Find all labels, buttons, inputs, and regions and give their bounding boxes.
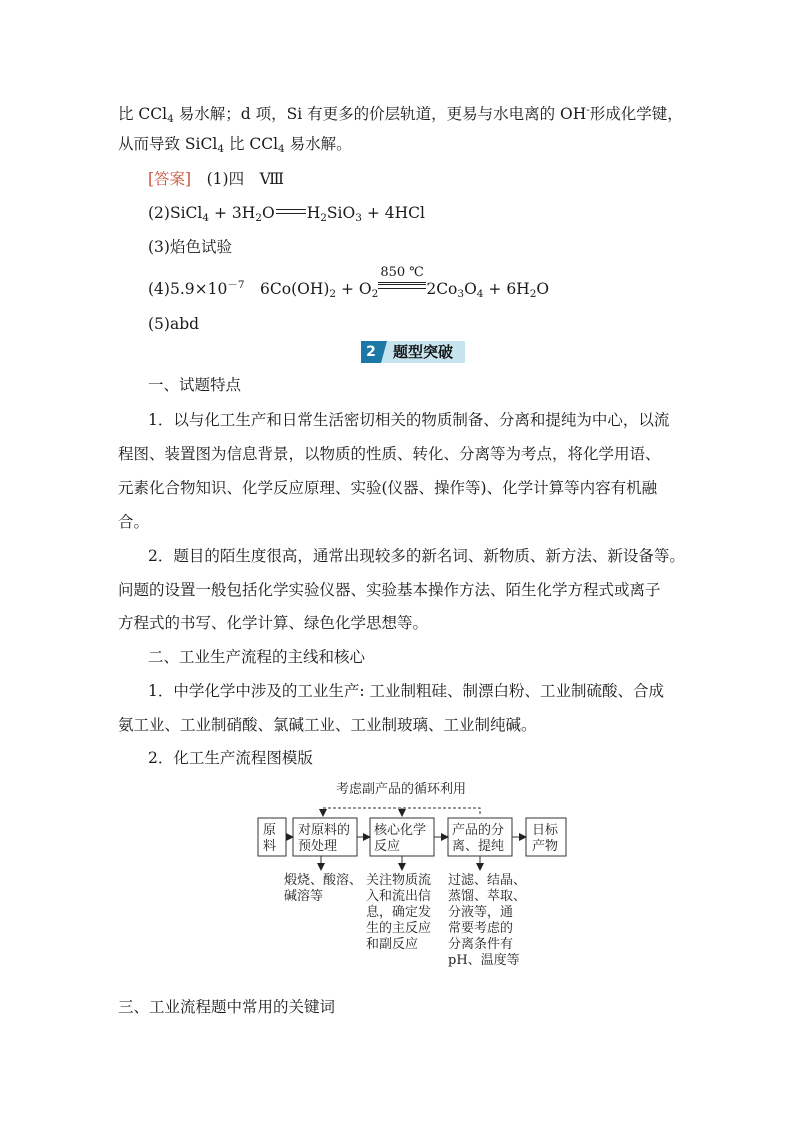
answer-line-3: (3)焰色试验 [148,238,232,256]
paragraph-line: 程图、装置图为信息背景，以物质的性质、转化、分离等为考点，将化学用语、 [118,445,661,463]
note-pretreatment [284,872,362,904]
answer-tag: [答案] [148,170,192,188]
svg-text:pH、温度等: pH、温度等 [448,953,520,968]
svg-text:日标: 日标 [532,823,559,838]
svg-text:产物: 产物 [532,839,559,854]
svg-text:预处理: 预处理 [298,839,338,854]
process-flow-diagram [250,780,580,980]
answer-line-1: [答案] (1)四 Ⅷ [148,170,284,188]
svg-text:反应: 反应 [374,839,401,854]
svg-text:生的主反应: 生的主反应 [366,921,432,936]
heading-1: 一、试题特点 [148,376,242,394]
text-line: 比 CCl$_4$ 易水解；d 项，Si 有更多的价层轨道，更易与水电离的 OH-形成化学键， [118,104,683,125]
paragraph-line: 2．题目的陌生度很高，通常出现较多的新名词、新物质、新方法、新设备等。 [148,547,685,565]
paragraph-line: 1．以与化工生产和日常生活密切相关的物质制备、分离和提纯为中心，以流 [148,411,670,429]
paragraph-line: 氨工业、工业制硝酸、氯碱工业、工业制玻璃、工业制纯碱。 [118,716,537,734]
paragraph-line: 元素化合物知识、化学反应原理、实验(仪器、操作等)、化学计算等内容有机融 [118,479,658,497]
answer-line-4: $(4)5.9\times 10^{-7}$ $6Co(OH)_2 + O_2$ 850 ℃ $2Co_3O_4 + 6H_2O$ [148,265,550,300]
svg-text:煅烧、酸溶、: 煅烧、酸溶、 [284,873,363,888]
answer-line-5: (5)abd [148,315,200,333]
paragraph-line: 合。 [118,513,150,531]
svg-text:入和流出信: 入和流出信 [366,889,432,904]
svg-text:原: 原 [263,823,277,838]
svg-text:分液等，通: 分液等，通 [448,905,514,920]
svg-text:产品的分: 产品的分 [452,823,505,838]
section-banner [361,341,465,363]
svg-text:蒸馏、萃取、: 蒸馏、萃取、 [448,889,527,904]
paragraph-line: 2．化工生产流程图模版 [148,749,313,767]
cycle-label: 考虑副产品的循环利用 [336,782,467,797]
heading-3: 三、工业流程题中常用的关键词 [118,998,336,1016]
paragraph-line: 问题的设置一般包括化学实验仪器、实验基本操作方法、陌生化学方程式或离子 [118,581,661,599]
note-separation [448,872,526,968]
svg-text:离、提纯: 离、提纯 [452,839,505,854]
svg-text:料: 料 [263,839,277,854]
heading-2: 二、工业生产流程的主线和核心 [148,648,366,666]
note-core-reaction [366,872,431,952]
paragraph-line: 1．中学化学中涉及的工业生产: 工业制粗硅、制漂白粉、工业制硫酸、合成 [148,682,665,700]
svg-text:对原料的: 对原料的 [298,823,351,838]
svg-text:常要考虑的: 常要考虑的 [448,921,514,936]
svg-text:息，确定发: 息，确定发 [366,905,432,920]
svg-text:碱溶等: 碱溶等 [284,889,324,904]
paragraph-line: 方程式的书写、化学计算、绿色化学思想等。 [118,614,429,632]
svg-text:过滤、结晶、: 过滤、结晶、 [448,873,527,888]
equation-sign [276,209,306,214]
svg-text:关注物质流: 关注物质流 [366,873,432,888]
text-line: 从而导致 SiCl$_4$ 比 CCl$_4$ 易水解。 [118,135,352,155]
svg-text:核心化学: 核心化学 [374,823,427,838]
section-title: 题型突破 [393,343,454,361]
answer-line-2: (2)SiCl$_4$ + $3H_2O$ $H_2SiO_3 + 4HCl$ [148,204,425,224]
reaction-condition: 850 ℃ [378,275,426,295]
svg-text:分离条件有: 分离条件有 [448,937,514,952]
svg-text:和副反应: 和副反应 [366,937,419,952]
section-number: 2 [361,341,381,363]
